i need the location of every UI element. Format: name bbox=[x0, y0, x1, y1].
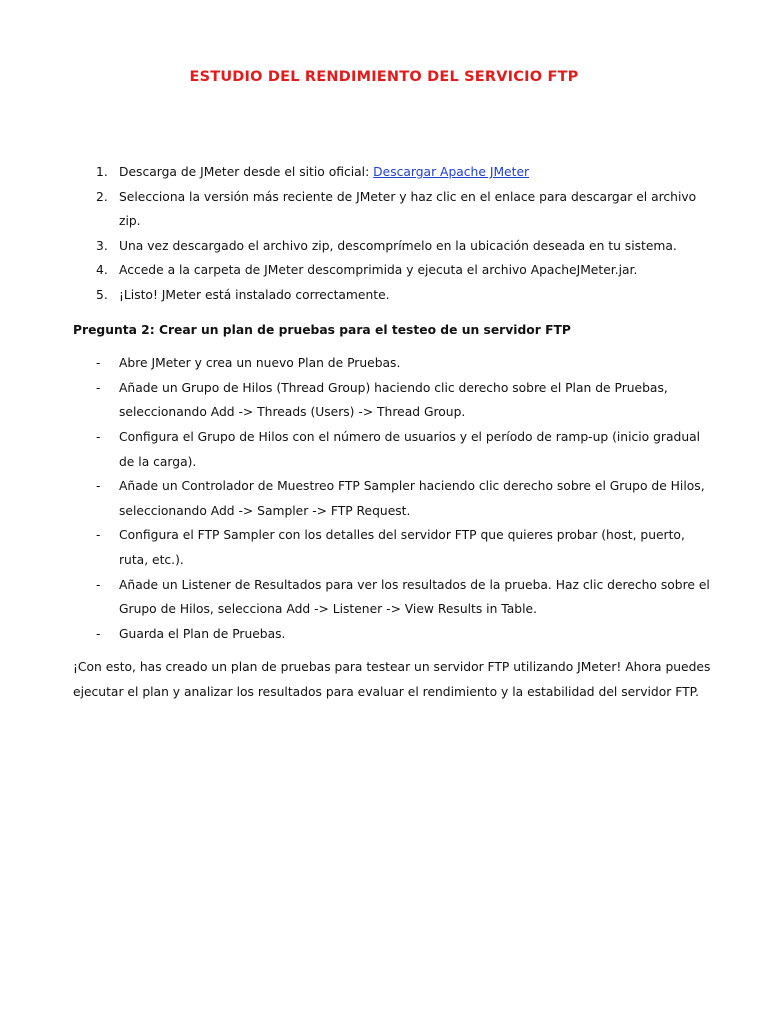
list-item bbox=[73, 622, 713, 647]
bullet-dash: - bbox=[96, 528, 101, 543]
task-text: Abre JMeter y crea un nuevo Plan de Pruebas. bbox=[119, 356, 401, 371]
list-item bbox=[73, 573, 713, 622]
task-text: Añade un Controlador de Muestreo FTP Sampler haciendo clic derecho sobre el Grupo de Hilos, seleccionando Add -> Sampler -> FTP Request. bbox=[119, 479, 705, 518]
step-text: Una vez descargado el archivo zip, descomprímelo en la ubicación deseada en tu sistema. bbox=[119, 238, 677, 253]
document-body bbox=[73, 160, 713, 717]
list-item bbox=[73, 258, 713, 283]
install-steps-list bbox=[73, 160, 713, 308]
bullet-dash: - bbox=[96, 626, 101, 641]
step-number: 2. bbox=[96, 189, 108, 204]
list-item bbox=[73, 234, 713, 259]
step-number: 3. bbox=[96, 238, 108, 253]
step-text: Selecciona la versión más reciente de JMeter y haz clic en el enlace para descargar el archivo zip. bbox=[119, 189, 697, 229]
bullet-dash: - bbox=[96, 577, 101, 592]
task-text: Guarda el Plan de Pruebas. bbox=[119, 626, 286, 641]
bullet-dash: - bbox=[96, 479, 101, 494]
list-item bbox=[73, 523, 713, 572]
task-text: Añade un Listener de Resultados para ver los resultados de la prueba. Haz clic derecho sobre el Grupo de Hilos, selecciona Add -> Listener -> View Results in Table. bbox=[119, 577, 710, 617]
list-item bbox=[73, 425, 713, 474]
list-item bbox=[73, 351, 713, 376]
bullet-dash: - bbox=[96, 356, 101, 371]
list-item bbox=[73, 160, 713, 185]
task-text: Configura el FTP Sampler con los detalles del servidor FTP que quieres probar (host, puerto, ruta, etc.). bbox=[119, 528, 685, 567]
bullet-dash: - bbox=[96, 429, 101, 444]
task-text: Añade un Grupo de Hilos (Thread Group) haciendo clic derecho sobre el Plan de Pruebas, seleccionando Add -> Threads (Users) -> Thread Group. bbox=[119, 380, 668, 420]
step-text: Accede a la carpeta de JMeter descomprimida y ejecuta el archivo ApacheJMeter.jar. bbox=[119, 263, 638, 278]
list-item bbox=[73, 376, 713, 425]
step-number: 1. bbox=[96, 165, 108, 179]
question-2-heading: Pregunta 2: Crear un plan de pruebas para el testeo de un servidor FTP bbox=[73, 322, 571, 337]
download-jmeter-link[interactable]: Descargar Apache JMeter bbox=[373, 165, 530, 179]
bullet-dash: - bbox=[96, 380, 101, 395]
document-title: ESTUDIO DEL RENDIMIENTO DEL SERVICIO FTP bbox=[189, 69, 579, 85]
conclusion-paragraph: ¡Con esto, has creado un plan de pruebas para testear un servidor FTP utilizando JMeter! Ahora puedes ejecutar el plan y analizar los resultados para evaluar el rendimiento y la estabilidad del servidor FTP. bbox=[73, 660, 711, 699]
list-item bbox=[73, 185, 713, 234]
test-plan-task-list bbox=[73, 351, 713, 646]
task-text: Configura el Grupo de Hilos con el número de usuarios y el período de ramp-up (inicio gradual de la carga). bbox=[119, 429, 701, 469]
step-text: Descarga de JMeter desde el sitio oficial: bbox=[119, 165, 374, 179]
step-number: 4. bbox=[96, 263, 108, 278]
list-item bbox=[73, 283, 713, 308]
step-number: 5. bbox=[96, 287, 108, 302]
list-item bbox=[73, 474, 713, 523]
step-text: ¡Listo! JMeter está instalado correctamente. bbox=[119, 287, 390, 302]
